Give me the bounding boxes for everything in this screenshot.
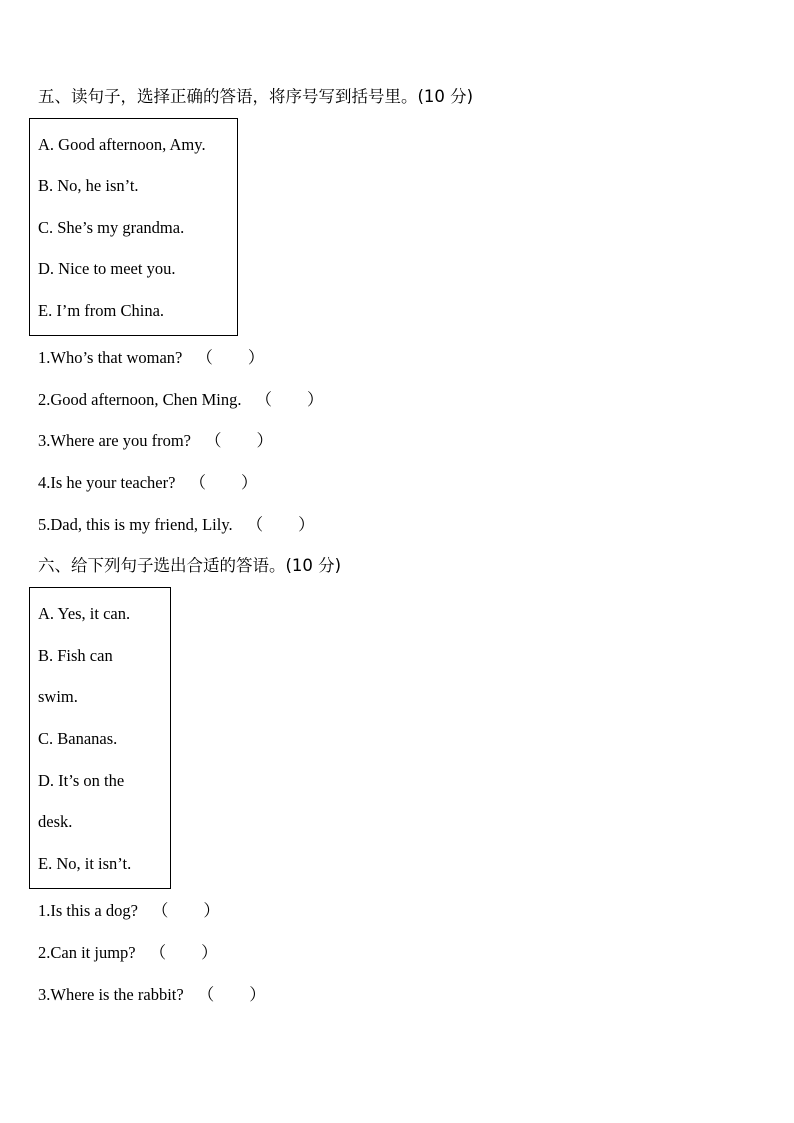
question-text: 3.Where is the rabbit? [38, 985, 184, 1004]
answer-blank[interactable]: （ ） [196, 348, 265, 367]
option-a: A. Good afternoon, Amy. [38, 135, 206, 154]
option-d: D. Nice to meet you. [38, 259, 176, 278]
answer-blank[interactable]: （ ） [197, 985, 266, 1004]
question-text: 5.Dad, this is my friend, Lily. [38, 515, 233, 534]
option-b: B. Fish can [38, 646, 113, 665]
option-d: D. It’s on the [38, 771, 125, 790]
option-d-cont: desk. [38, 812, 73, 831]
question-item [38, 347, 264, 369]
option-e: E. I’m from China. [38, 301, 165, 320]
question-item [38, 984, 266, 1006]
question-item [38, 389, 323, 411]
answer-blank[interactable]: （ ） [205, 431, 274, 450]
answer-blank[interactable]: （ ） [246, 515, 315, 534]
question-item [38, 514, 315, 536]
question-text: 1.Is this a dog? [38, 901, 138, 920]
option-a: A. Yes, it can. [38, 604, 131, 623]
answer-blank[interactable]: （ ） [255, 390, 324, 409]
question-item [38, 430, 273, 452]
question-text: 2.Good afternoon, Chen Ming. [38, 390, 242, 409]
section-5-title: 五、读句子，选择正确的答语，将序号写到括号里。(10 分) [38, 87, 474, 106]
question-text: 3.Where are you from? [38, 431, 192, 450]
question-item [38, 472, 257, 494]
option-b-cont: swim. [38, 687, 78, 706]
option-e: E. No, it isn’t. [38, 854, 132, 873]
section-6-title: 六、给下列句子选出合适的答语。(10 分) [38, 556, 342, 575]
question-text: 4.Is he your teacher? [38, 473, 176, 492]
question-item [38, 900, 220, 922]
option-b: B. No, he isn’t. [38, 176, 139, 195]
answer-blank[interactable]: （ ） [189, 473, 258, 492]
question-text: 2.Can it jump? [38, 943, 136, 962]
option-c: C. Bananas. [38, 729, 118, 748]
question-item [38, 942, 218, 964]
answer-blank[interactable]: （ ） [151, 901, 220, 920]
question-text: 1.Who’s that woman? [38, 348, 183, 367]
answer-blank[interactable]: （ ） [149, 943, 218, 962]
option-c: C. She’s my grandma. [38, 218, 185, 237]
